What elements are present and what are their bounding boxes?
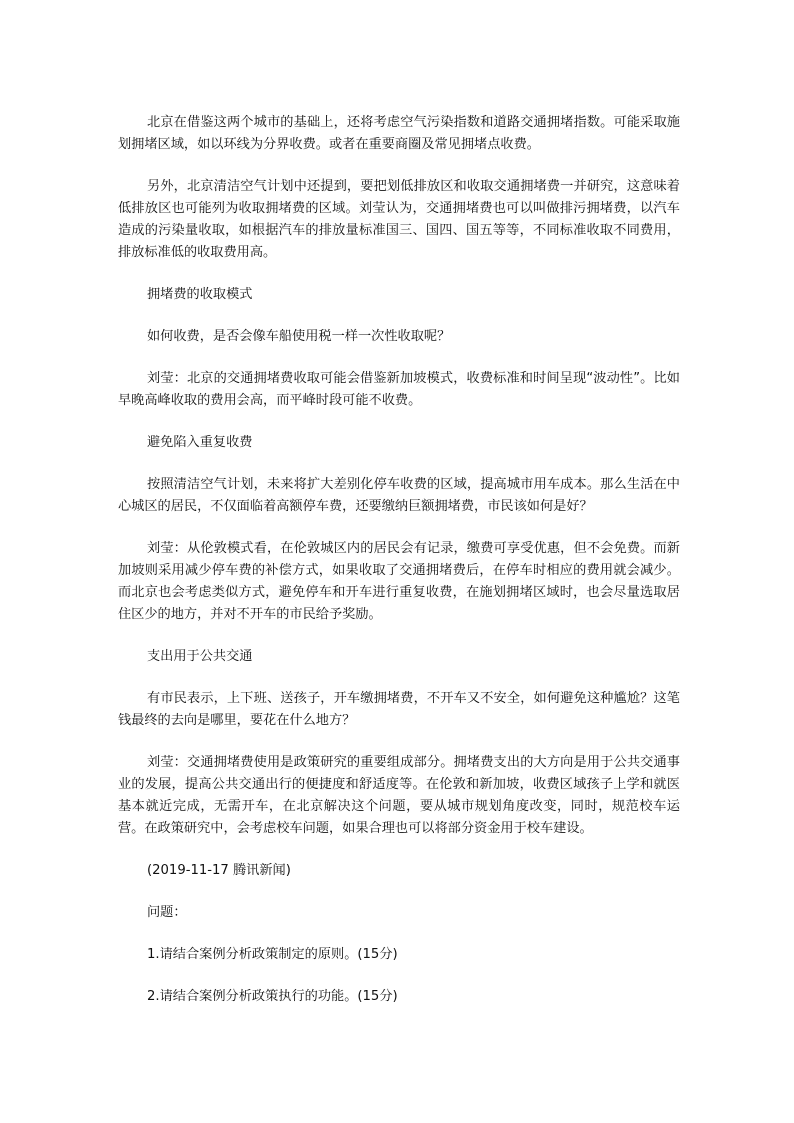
paragraph-answer-london-model: 刘莹：从伦敦模式看，在伦敦城区内的居民会有记录，缴费可享受优惠，但不会免费。而新加坡则采用减少停车费的补偿方式，如果收取了交通拥堵费后，在停车时相应的费用就会减少。而北京也会考虑类似方式，避免停车和开车进行重复收费，在施划拥堵区域时，也会尽量选取居住区少的地方，并对不开车的市民给予奖励。 bbox=[118, 541, 680, 622]
paragraph-answer-spending: 刘莹：交通拥堵费使用是政策研究的重要组成部分。拥堵费支出的大方向是用于公共交通事业的发展，提高公共交通出行的便捷度和舒适度等。在伦敦和新加坡，收费区域孩子上学和就医基本就近完成，无需开车，在北京解决这个问题，要从城市规划角度改变，同时，规范校车运营。在政策研究中，会考虑校车问题，如果合理也可以将部分资金用于校车建设。 bbox=[118, 755, 680, 836]
section-heading-public-transport: 支出用于公共交通 bbox=[147, 649, 253, 664]
question-item-1: 1.请结合案例分析政策制定的原则。(15分) bbox=[147, 947, 398, 962]
question-item-2: 2.请结合案例分析政策执行的功能。(15分) bbox=[147, 989, 398, 1004]
paragraph-answer-singapore-model: 刘莹：北京的交通拥堵费收取可能会借鉴新加坡模式，收费标准和时间呈现“波动性”。比如早晚高峰收取的费用会高，而平峰时段可能不收费。 bbox=[118, 371, 680, 408]
section-heading-avoid-duplicate: 避免陷入重复收费 bbox=[147, 435, 253, 450]
paragraph-beijing-plan: 北京在借鉴这两个城市的基础上，还将考虑空气污染指数和道路交通拥堵指数。可能采取施划拥堵区域，如以环线为分界收费。或者在重要商圈及常见拥堵点收费。 bbox=[118, 115, 680, 152]
paragraph-question-how-charge: 如何收费，是否会像车船使用税一样一次性收取呢？ bbox=[147, 329, 451, 344]
questions-label: 问题： bbox=[147, 905, 187, 920]
paragraph-question-spending: 有市民表示，上下班、送孩子，开车缴拥堵费，不开车又不安全，如何避免这种尴尬？这笔钱最终的去向是哪里，要花在什么地方？ bbox=[118, 691, 680, 728]
paragraph-question-parking: 按照清洁空气计划，未来将扩大差别化停车收费的区域，提高城市用车成本。那么生活在中心城区的居民，不仅面临着高额停车费，还要缴纳巨额拥堵费，市民该如何是好？ bbox=[118, 477, 680, 514]
paragraph-low-emission-zone: 另外，北京清洁空气计划中还提到，要把划低排放区和收取交通拥堵费一并研究，这意味着低排放区也可能列为收取拥堵费的区域。刘莹认为，交通拥堵费也可以叫做排污拥堵费，以汽车造成的污染量收取，如根据汽车的排放量标准国三、国四、国五等等，不同标准收取不同费用，排放标准低的收取费用高。 bbox=[118, 179, 680, 260]
document-body bbox=[118, 112, 680, 1028]
section-heading-fee-model: 拥堵费的收取模式 bbox=[147, 287, 253, 302]
source-citation: (2019-11-17 腾讯新闻) bbox=[147, 863, 291, 878]
